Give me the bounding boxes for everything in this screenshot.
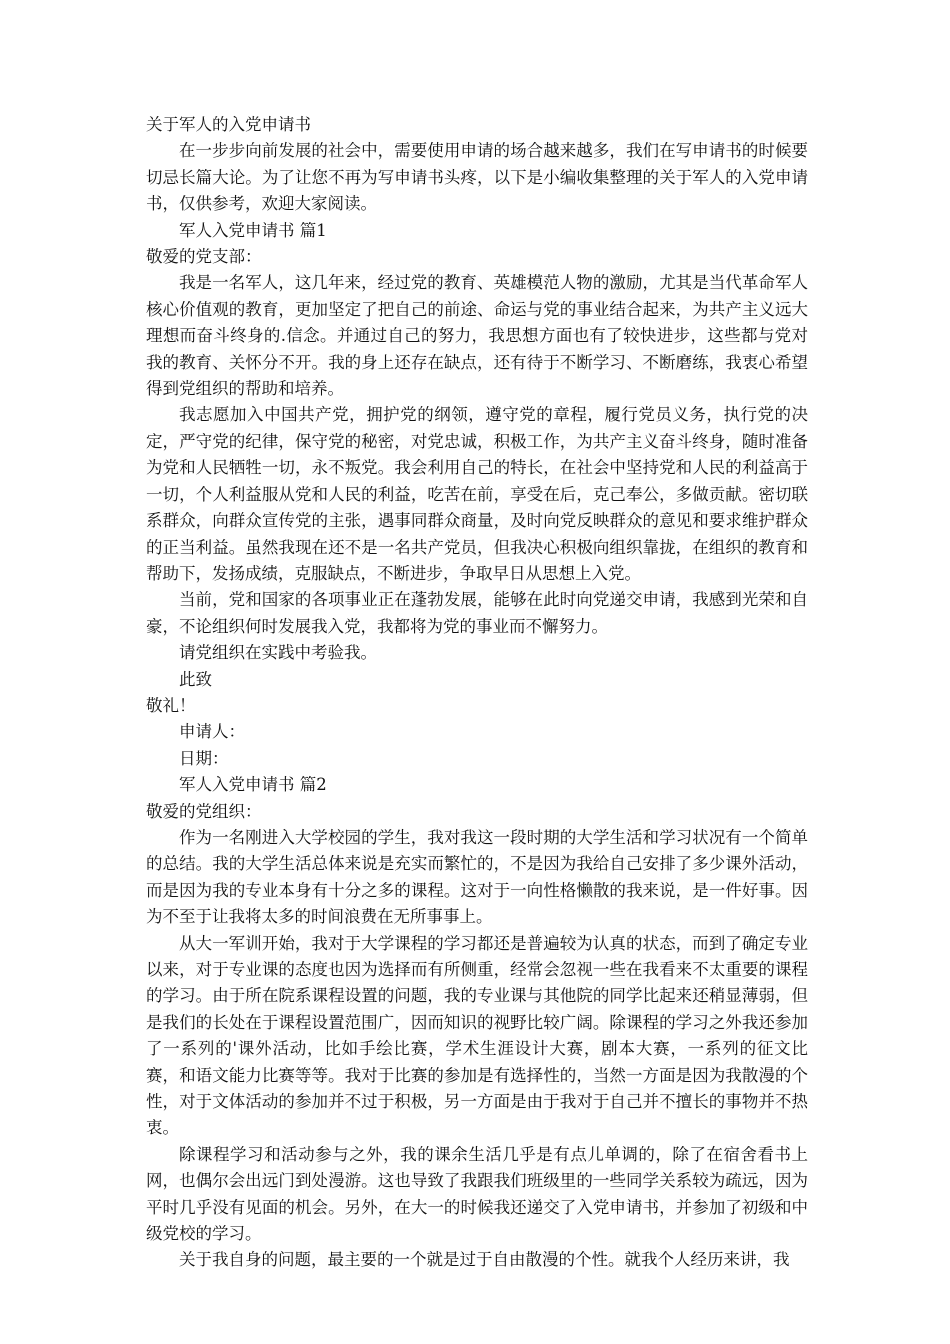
- body-paragraph: 作为一名刚进入大学校园的学生，我对我这一段时期的大学生活和学习状况有一个简单的总结。我的大学生活总体来说是充实而繁忙的，不是因为我给自己安排了多少课外活动，而是因为我的专业本身有十分之多的课程。这对于一向性格懒散的我来说，是一件好事。因为不至于让我将太多的时间浪费在无所事事上。: [146, 827, 808, 927]
- body-paragraph: 当前，党和国家的各项事业正在蓬勃发展，能够在此时向党递交申请，我感到光荣和自豪，不论组织何时发展我入党，我都将为党的事业而不懈努力。: [146, 590, 808, 636]
- body-paragraph: 请党组织在实践中考验我。: [179, 643, 377, 663]
- closing: 此致: [179, 669, 212, 689]
- document-title: 关于军人的入党申请书: [146, 115, 311, 134]
- body-paragraph: 我志愿加入中国共产党，拥护党的纲领，遵守党的章程，履行党员义务，执行党的决定，严守党的纪律，保守党的秘密，对党忠诚，积极工作，为共产主义奋斗终身，随时准备为党和人民牺牲一切，永不叛党。我会利用自己的特长，在社会中坚持党和人民的利益高于一切，个人利益服从党和人民的利益，吃苦在前，享受在后，克己奉公，多做贡献。密切联系群众，向群众宣传党的主张，遇事同群众商量，及时向党反映群众的意见和要求维护群众的正当利益。虽然我现在还不是一名共产党员，但我决心积极向组织靠拢，在组织的教育和帮助下，发扬成绩，克服缺点，不断进步，争取早日从思想上入党。: [146, 405, 808, 583]
- salutation: 敬爱的党组织：: [146, 801, 262, 821]
- applicant-label: 申请人：: [179, 722, 245, 742]
- document-page: [146, 112, 808, 1274]
- body-paragraph: 从大一军训开始，我对于大学课程的学习都还是普遍较为认真的状态，而到了确定专业以来，对于专业课的态度也因为选择而有所侧重，经常会忽视一些在我看来不太重要的课程的学习。由于所在院系课程设置的问题，我的专业课与其他院的同学比起来还稍显薄弱，但是我们的长处在于课程设置范围广，因而知识的视野比较广阔。除课程的学习之外我还参加了一系列的'课外活动，比如手绘比赛，学术生涯设计大赛，剧本大赛，一系列的征文比赛，和语文能力比赛等等。我对于比赛的参加是有选择性的，当然一方面是因为我散漫的个性，对于文体活动的参加并不过于积极，另一方面是由于我对于自己并不擅长的事物并不热衷。: [146, 933, 808, 1138]
- date-label: 日期：: [179, 748, 229, 768]
- salutation: 敬爱的党支部：: [146, 247, 262, 267]
- body-paragraph: 我是一名军人，这几年来，经过党的教育、英雄模范人物的激励，尤其是当代革命军人核心价值观的教育，更加坚定了把自己的前途、命运与党的事业结合起来，为共产主义远大理想而奋斗终身的.信念。并通过自己的努力，我思想方面也有了较快进步，这些都与党对我的教育、关怀分不开。我的身上还存在缺点，还有待于不断学习、不断磨练，我衷心希望得到党组织的帮助和培养。: [146, 273, 808, 399]
- intro-paragraph: 在一步步向前发展的社会中，需要使用申请的场合越来越多，我们在写申请书的时候要切忌长篇大论。为了让您不再为写申请书头疼，以下是小编收集整理的关于军人的入党申请书，仅供参考，欢迎大家阅读。: [146, 141, 808, 214]
- body-paragraph: 关于我自身的问题，最主要的一个就是过于自由散漫的个性。就我个人经历来讲，我: [179, 1250, 790, 1270]
- section-heading: 军人入党申请书 篇2: [179, 775, 327, 795]
- section-heading: 军人入党申请书 篇1: [179, 220, 327, 240]
- regards: 敬礼！: [146, 695, 196, 715]
- body-paragraph: 除课程学习和活动参与之外，我的课余生活几乎是有点儿单调的，除了在宿舍看书上网，也偶尔会出远门到处漫游。这也导致了我跟我们班级里的一些同学关系较为疏远，因为平时几乎没有见面的机会。另外，在大一的时候我还递交了入党申请书，并参加了初级和中级党校的学习。: [146, 1144, 808, 1244]
